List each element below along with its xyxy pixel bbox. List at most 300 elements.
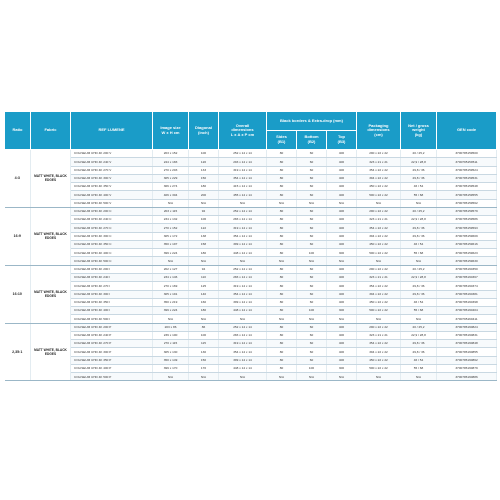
table-row	[5, 373, 497, 381]
data-cell: 500 x 22 x 22	[357, 249, 401, 257]
table-row	[5, 307, 497, 315]
data-cell: 55 / 68	[401, 307, 437, 315]
table-row	[5, 224, 497, 232]
table-row	[5, 199, 497, 207]
data-cell: 122	[189, 224, 219, 232]
data-cell: 3700795159593	[437, 224, 497, 232]
data-cell: 354 x 14 x 14	[219, 348, 267, 356]
data-cell: 20 / 25,2	[401, 323, 437, 331]
data-cell: 3700795160879	[437, 364, 497, 372]
data-cell: 450 x 22 x 22	[357, 356, 401, 364]
data-cell: 3700795160411	[437, 315, 497, 323]
spec-table	[4, 111, 497, 381]
table-row	[5, 240, 497, 248]
ref-cell: COLISEUM UHD 4K 270 V	[71, 166, 153, 174]
data-cell: 290 x 22 x 22	[357, 207, 401, 215]
data-cell: 80	[267, 158, 297, 166]
data-cell: N/A	[297, 257, 327, 265]
data-cell: 80	[267, 232, 297, 240]
data-cell: 350 x 149	[153, 356, 189, 364]
data-cell: 125	[189, 282, 219, 290]
data-cell: 22,9 / 28,8	[401, 216, 437, 224]
data-cell: 399 x 224	[153, 307, 189, 315]
data-cell: 180	[189, 183, 219, 191]
data-cell: 203 x 115	[153, 207, 189, 215]
data-cell: 323 x 21 x 21	[357, 158, 401, 166]
data-cell: 3700795160831	[437, 331, 497, 339]
data-cell: 300	[327, 307, 357, 315]
data-cell: 80	[267, 174, 297, 182]
data-cell: 270 x 115	[153, 340, 189, 348]
data-cell: 239 x 100	[153, 331, 189, 339]
table-row	[5, 150, 497, 158]
data-cell: 60	[297, 240, 327, 248]
data-cell: 60	[297, 224, 327, 232]
data-cell: 400	[327, 323, 357, 331]
data-cell: 46 / 54	[401, 356, 437, 364]
table-row	[5, 207, 497, 215]
data-cell: 400	[327, 166, 357, 174]
data-cell: N/A	[267, 257, 297, 265]
data-cell: 400	[327, 282, 357, 290]
data-cell: 400	[327, 183, 357, 191]
ref-cell: COLISEUM UHD 4K 350 I	[71, 298, 153, 306]
header-bottom: Bottom (B2)	[297, 131, 327, 150]
spec-sheet	[4, 111, 496, 381]
data-cell: 60	[297, 207, 327, 215]
ref-cell: COLISEUM UHD 4K 300 P	[71, 348, 153, 356]
data-cell: 202 x 127	[153, 265, 189, 273]
data-cell: 270 x 203	[153, 166, 189, 174]
header-gen: GEN code	[437, 112, 497, 150]
data-cell: 500 x 22 x 22	[357, 191, 401, 199]
ref-cell: COLISEUM UHD 4K 300 I	[71, 290, 153, 298]
data-cell: 60	[297, 216, 327, 224]
data-cell: 80	[267, 282, 297, 290]
data-cell: 283 x 14 x 14	[219, 331, 267, 339]
table-row	[5, 216, 497, 224]
data-cell: 100	[297, 364, 327, 372]
data-cell: 60	[297, 323, 327, 331]
data-cell: 3700795160404	[437, 307, 497, 315]
data-cell: 115	[189, 340, 219, 348]
data-cell: 400	[327, 356, 357, 364]
data-cell: 29,8 / 36	[401, 348, 437, 356]
data-cell: 400	[327, 273, 357, 281]
data-cell: 400	[327, 174, 357, 182]
ref-cell: COLISEUM UHD 4K 300 V	[71, 174, 153, 182]
table-row	[5, 298, 497, 306]
fabric-cell: MATT WHITE, BLACK EDGES	[31, 150, 71, 208]
data-cell: 400	[327, 331, 357, 339]
data-cell: 244 x 183	[153, 158, 189, 166]
data-cell: 3700795160350	[437, 265, 497, 273]
data-cell: 3700795159630	[437, 257, 497, 265]
data-cell: 399 x 14 x 14	[219, 240, 267, 248]
data-cell: 158	[189, 240, 219, 248]
ref-cell: COLISEUM UHD 4K 500 I	[71, 315, 153, 323]
data-cell: 366 x 274	[153, 183, 189, 191]
table-row	[5, 183, 497, 191]
data-cell: 55 / 68	[401, 249, 437, 257]
data-cell: 400	[327, 207, 357, 215]
data-cell: 3700795160886	[437, 373, 497, 381]
data-cell: 29,8 / 36	[401, 290, 437, 298]
data-cell: 455 x 14 x 14	[219, 191, 267, 199]
data-cell: 80	[267, 191, 297, 199]
data-cell: 20 / 25,2	[401, 207, 437, 215]
data-cell: 80	[267, 340, 297, 348]
data-cell: 394 x 22 x 22	[357, 174, 401, 182]
fabric-cell: MATT WHITE, BLACK EDGES	[31, 265, 71, 323]
data-cell: 450 x 22 x 22	[357, 183, 401, 191]
ratio-cell: 2,35:1	[5, 323, 31, 381]
data-cell: 29,8 / 36	[401, 340, 437, 348]
header-weight: Net / gross weight (kg)	[401, 112, 437, 150]
data-cell: 60	[297, 265, 327, 273]
fabric-cell: MATT WHITE, BLACK EDGES	[31, 323, 71, 381]
data-cell: 450 x 22 x 22	[357, 240, 401, 248]
data-cell: 354 x 14 x 14	[219, 232, 267, 240]
data-cell: 270 x 152	[153, 224, 189, 232]
data-cell: 100	[297, 249, 327, 257]
data-cell: 200	[189, 191, 219, 199]
ref-cell: COLISEUM UHD 4K 500 C	[71, 257, 153, 265]
ref-cell: COLISEUM UHD 4K 270 I	[71, 282, 153, 290]
data-cell: 55 / 68	[401, 364, 437, 372]
data-cell: 323 x 21 x 21	[357, 273, 401, 281]
data-cell: 323 x 21 x 21	[357, 331, 401, 339]
ref-cell: COLISEUM UHD 4K 350 C	[71, 240, 153, 248]
data-cell: 60	[297, 290, 327, 298]
data-cell: N/A	[357, 199, 401, 207]
data-cell: 60	[297, 232, 327, 240]
data-cell: N/A	[357, 315, 401, 323]
data-cell: 305 x 130	[153, 348, 189, 356]
data-cell: N/A	[153, 315, 189, 323]
data-cell: 80	[267, 290, 297, 298]
data-cell: N/A	[401, 199, 437, 207]
data-cell: 500 x 22 x 22	[357, 364, 401, 372]
table-header	[5, 112, 497, 150]
data-cell: 319 x 14 x 14	[219, 340, 267, 348]
header-ref: REF LUMENE	[71, 112, 153, 150]
data-cell: 46 / 54	[401, 240, 437, 248]
table-row	[5, 191, 497, 199]
data-cell: 22,9 / 28,8	[401, 158, 437, 166]
data-cell: 448 x 14 x 14	[219, 249, 267, 257]
data-cell: 80	[267, 273, 297, 281]
header-black-borders: Black borders & Extra-drop (mm)	[267, 112, 357, 131]
data-cell: 130	[189, 348, 219, 356]
data-cell: 94	[189, 265, 219, 273]
data-cell: 400	[327, 265, 357, 273]
header-top: Top (B3)	[327, 131, 357, 150]
data-cell: 400	[327, 298, 357, 306]
data-cell: 80	[267, 249, 297, 257]
data-cell: 60	[297, 158, 327, 166]
data-cell: 3700795159511	[437, 158, 497, 166]
data-cell: 80	[267, 356, 297, 364]
data-cell: 3700795160855	[437, 348, 497, 356]
data-cell: 138	[189, 232, 219, 240]
data-cell: 406 x 304	[153, 191, 189, 199]
data-cell: N/A	[267, 199, 297, 207]
table-row	[5, 348, 497, 356]
data-cell: 46 / 54	[401, 183, 437, 191]
header-ratio: Ratio	[5, 112, 31, 150]
data-cell: 394 x 22 x 22	[357, 348, 401, 356]
data-cell: 3700795159500	[437, 150, 497, 158]
data-cell: 3700795159531	[437, 174, 497, 182]
data-cell: 234 x 146	[153, 273, 189, 281]
ref-cell: COLISEUM UHD 4K 400 P	[71, 364, 153, 372]
data-cell: N/A	[401, 315, 437, 323]
data-cell: 300	[327, 249, 357, 257]
data-cell: 3700795159524	[437, 166, 497, 174]
data-cell: 399 x 14 x 14	[219, 298, 267, 306]
data-cell: 252 x 14 x 14	[219, 150, 267, 158]
data-cell: N/A	[357, 373, 401, 381]
data-cell: 399 x 224	[153, 249, 189, 257]
data-cell: 305 x 172	[153, 232, 189, 240]
data-cell: 29,8 / 36	[401, 224, 437, 232]
table-row	[5, 364, 497, 372]
data-cell: 80	[267, 183, 297, 191]
data-cell: 80	[267, 216, 297, 224]
data-cell: 106	[189, 216, 219, 224]
data-cell: 3700795160367	[437, 273, 497, 281]
data-cell: 400	[327, 232, 357, 240]
data-cell: 29,8 / 36	[401, 232, 437, 240]
header-fabric: Fabric	[31, 112, 71, 150]
data-cell: 354 x 14 x 14	[219, 290, 267, 298]
data-cell: 3700795159579	[437, 207, 497, 215]
data-cell: 60	[297, 348, 327, 356]
data-cell: 400	[327, 158, 357, 166]
data-cell: 3700795159616	[437, 240, 497, 248]
data-cell: 319 x 14 x 14	[219, 224, 267, 232]
data-cell: N/A	[219, 257, 267, 265]
data-cell: 305 x 229	[153, 174, 189, 182]
data-cell: 283 x 14 x 14	[219, 216, 267, 224]
data-cell: 60	[297, 340, 327, 348]
data-cell: N/A	[297, 199, 327, 207]
data-cell: N/A	[189, 315, 219, 323]
data-cell: 80	[267, 331, 297, 339]
data-cell: 100	[297, 307, 327, 315]
data-cell: 60	[297, 166, 327, 174]
data-cell: N/A	[219, 315, 267, 323]
ref-cell: COLISEUM UHD 4K 500 V	[71, 199, 153, 207]
data-cell: N/A	[327, 373, 357, 381]
data-cell: 3700795159562	[437, 199, 497, 207]
data-cell: 3700795160848	[437, 340, 497, 348]
data-cell: 60	[297, 298, 327, 306]
table-row	[5, 257, 497, 265]
data-cell: 80	[267, 224, 297, 232]
data-cell: 354 x 22 x 22	[357, 224, 401, 232]
table-row	[5, 265, 497, 273]
data-cell: 3700795160381	[437, 290, 497, 298]
data-cell: 400	[327, 191, 357, 199]
data-cell: N/A	[401, 257, 437, 265]
ref-cell: COLISEUM UHD 4K 400 C	[71, 249, 153, 257]
data-cell: 3700795159623	[437, 249, 497, 257]
table-row	[5, 174, 497, 182]
data-cell: 500 x 22 x 22	[357, 307, 401, 315]
fabric-cell: MATT WHITE, BLACK EDGES	[31, 207, 71, 265]
data-cell: 22,9 / 28,8	[401, 331, 437, 339]
data-cell: 234 x 132	[153, 216, 189, 224]
ref-cell: COLISEUM UHD 4K 270 C	[71, 224, 153, 232]
ref-cell: COLISEUM UHD 4K 240 I	[71, 273, 153, 281]
data-cell: 140	[189, 290, 219, 298]
data-cell: 80	[267, 166, 297, 174]
data-cell: N/A	[357, 257, 401, 265]
ref-cell: COLISEUM UHD 4K 350 V	[71, 183, 153, 191]
ref-cell: COLISEUM UHD 4K 270 P	[71, 340, 153, 348]
data-cell: 170	[189, 364, 219, 372]
ref-cell: COLISEUM UHD 4K 240 V	[71, 158, 153, 166]
data-cell: 203 x 152	[153, 150, 189, 158]
table-row	[5, 249, 497, 257]
data-cell: 55 / 68	[401, 191, 437, 199]
data-cell: 80	[267, 240, 297, 248]
data-cell: 394 x 22 x 22	[357, 232, 401, 240]
ref-cell: COLISEUM UHD 4K 240 P	[71, 331, 153, 339]
data-cell: 80	[267, 307, 297, 315]
table-row	[5, 166, 497, 174]
data-cell: 350 x 197	[153, 240, 189, 248]
table-row	[5, 340, 497, 348]
data-cell: 3700795160398	[437, 298, 497, 306]
data-cell: 3700795159586	[437, 216, 497, 224]
data-cell: 400	[327, 224, 357, 232]
data-cell: 400	[327, 340, 357, 348]
data-cell: 100	[189, 331, 219, 339]
data-cell: 60	[297, 150, 327, 158]
table-row	[5, 282, 497, 290]
ratio-cell: 16:9	[5, 207, 31, 265]
data-cell: 399 x 170	[153, 364, 189, 372]
data-cell: N/A	[189, 199, 219, 207]
data-cell: 290 x 22 x 22	[357, 265, 401, 273]
data-cell: N/A	[219, 373, 267, 381]
ref-cell: COLISEUM UHD 4K 200 I	[71, 265, 153, 273]
data-cell: 450 x 22 x 22	[357, 298, 401, 306]
table-row	[5, 315, 497, 323]
data-cell: 400	[327, 290, 357, 298]
data-cell: 110	[189, 273, 219, 281]
table-row	[5, 232, 497, 240]
data-cell: 323 x 21 x 21	[357, 216, 401, 224]
data-cell: N/A	[153, 373, 189, 381]
table-row	[5, 356, 497, 364]
data-cell: N/A	[267, 315, 297, 323]
data-cell: 80	[267, 150, 297, 158]
data-cell: 203 x 86	[153, 323, 189, 331]
data-cell: 80	[267, 298, 297, 306]
table-row	[5, 158, 497, 166]
data-cell: 354 x 22 x 22	[357, 340, 401, 348]
data-cell: 448 x 14 x 14	[219, 364, 267, 372]
ref-cell: COLISEUM UHD 4K 200 P	[71, 323, 153, 331]
data-cell: 133	[189, 166, 219, 174]
data-cell: N/A	[297, 315, 327, 323]
data-cell: N/A	[189, 257, 219, 265]
data-cell: 100	[189, 150, 219, 158]
data-cell: 290 x 22 x 22	[357, 323, 401, 331]
data-cell: 20 / 25,2	[401, 150, 437, 158]
data-cell: N/A	[153, 257, 189, 265]
table-row	[5, 273, 497, 281]
data-cell: 252 x 14 x 14	[219, 265, 267, 273]
data-cell: 252 x 14 x 14	[219, 207, 267, 215]
data-cell: 60	[297, 191, 327, 199]
data-cell: 29,8 / 36	[401, 282, 437, 290]
data-cell: 400	[327, 150, 357, 158]
data-cell: 60	[297, 174, 327, 182]
data-cell: 80	[267, 207, 297, 215]
data-cell: 150	[189, 174, 219, 182]
ref-cell: COLISEUM UHD 4K 200 V	[71, 150, 153, 158]
data-cell: 394 x 22 x 22	[357, 290, 401, 298]
header-image-size: Image size W x H cm	[153, 112, 189, 150]
data-cell: 448 x 14 x 14	[219, 307, 267, 315]
data-cell: N/A	[327, 315, 357, 323]
data-cell: 80	[267, 364, 297, 372]
header-packaging: Packaging dimensions (cm)	[357, 112, 401, 150]
data-cell: 80	[267, 348, 297, 356]
data-cell: 22,9 / 28,8	[401, 273, 437, 281]
data-cell: 86	[189, 323, 219, 331]
data-cell: 120	[189, 158, 219, 166]
data-cell: 3700795160824	[437, 323, 497, 331]
data-cell: 180	[189, 307, 219, 315]
data-cell: 252 x 14 x 14	[219, 323, 267, 331]
data-cell: 60	[297, 183, 327, 191]
data-cell: 350 x 219	[153, 298, 189, 306]
data-cell: 150	[189, 356, 219, 364]
data-cell: 180	[189, 249, 219, 257]
data-cell: 29,8 / 36	[401, 166, 437, 174]
data-cell: 20 / 25,2	[401, 265, 437, 273]
table-row	[5, 331, 497, 339]
ref-cell: COLISEUM UHD 4K 200 C	[71, 207, 153, 215]
header-sides: Sides (B1)	[267, 131, 297, 150]
data-cell: N/A	[327, 257, 357, 265]
ref-cell: COLISEUM UHD 4K 240 C	[71, 216, 153, 224]
table-row	[5, 323, 497, 331]
header-overall: Overall dimensions L x A x P cm	[219, 112, 267, 150]
ref-cell: COLISEUM UHD 4K 400 V	[71, 191, 153, 199]
data-cell: 46 / 54	[401, 298, 437, 306]
table-body	[5, 150, 497, 381]
data-cell: 60	[297, 282, 327, 290]
data-cell: 80	[267, 323, 297, 331]
ref-cell: COLISEUM UHD 4K 400 I	[71, 307, 153, 315]
data-cell: 400	[327, 216, 357, 224]
data-cell: 354 x 22 x 22	[357, 166, 401, 174]
data-cell: 3700795159555	[437, 191, 497, 199]
data-cell: 290 x 22 x 22	[357, 150, 401, 158]
data-cell: 80	[267, 265, 297, 273]
data-cell: 400	[327, 348, 357, 356]
data-cell: 300	[327, 364, 357, 372]
data-cell: 60	[297, 356, 327, 364]
data-cell: N/A	[219, 199, 267, 207]
